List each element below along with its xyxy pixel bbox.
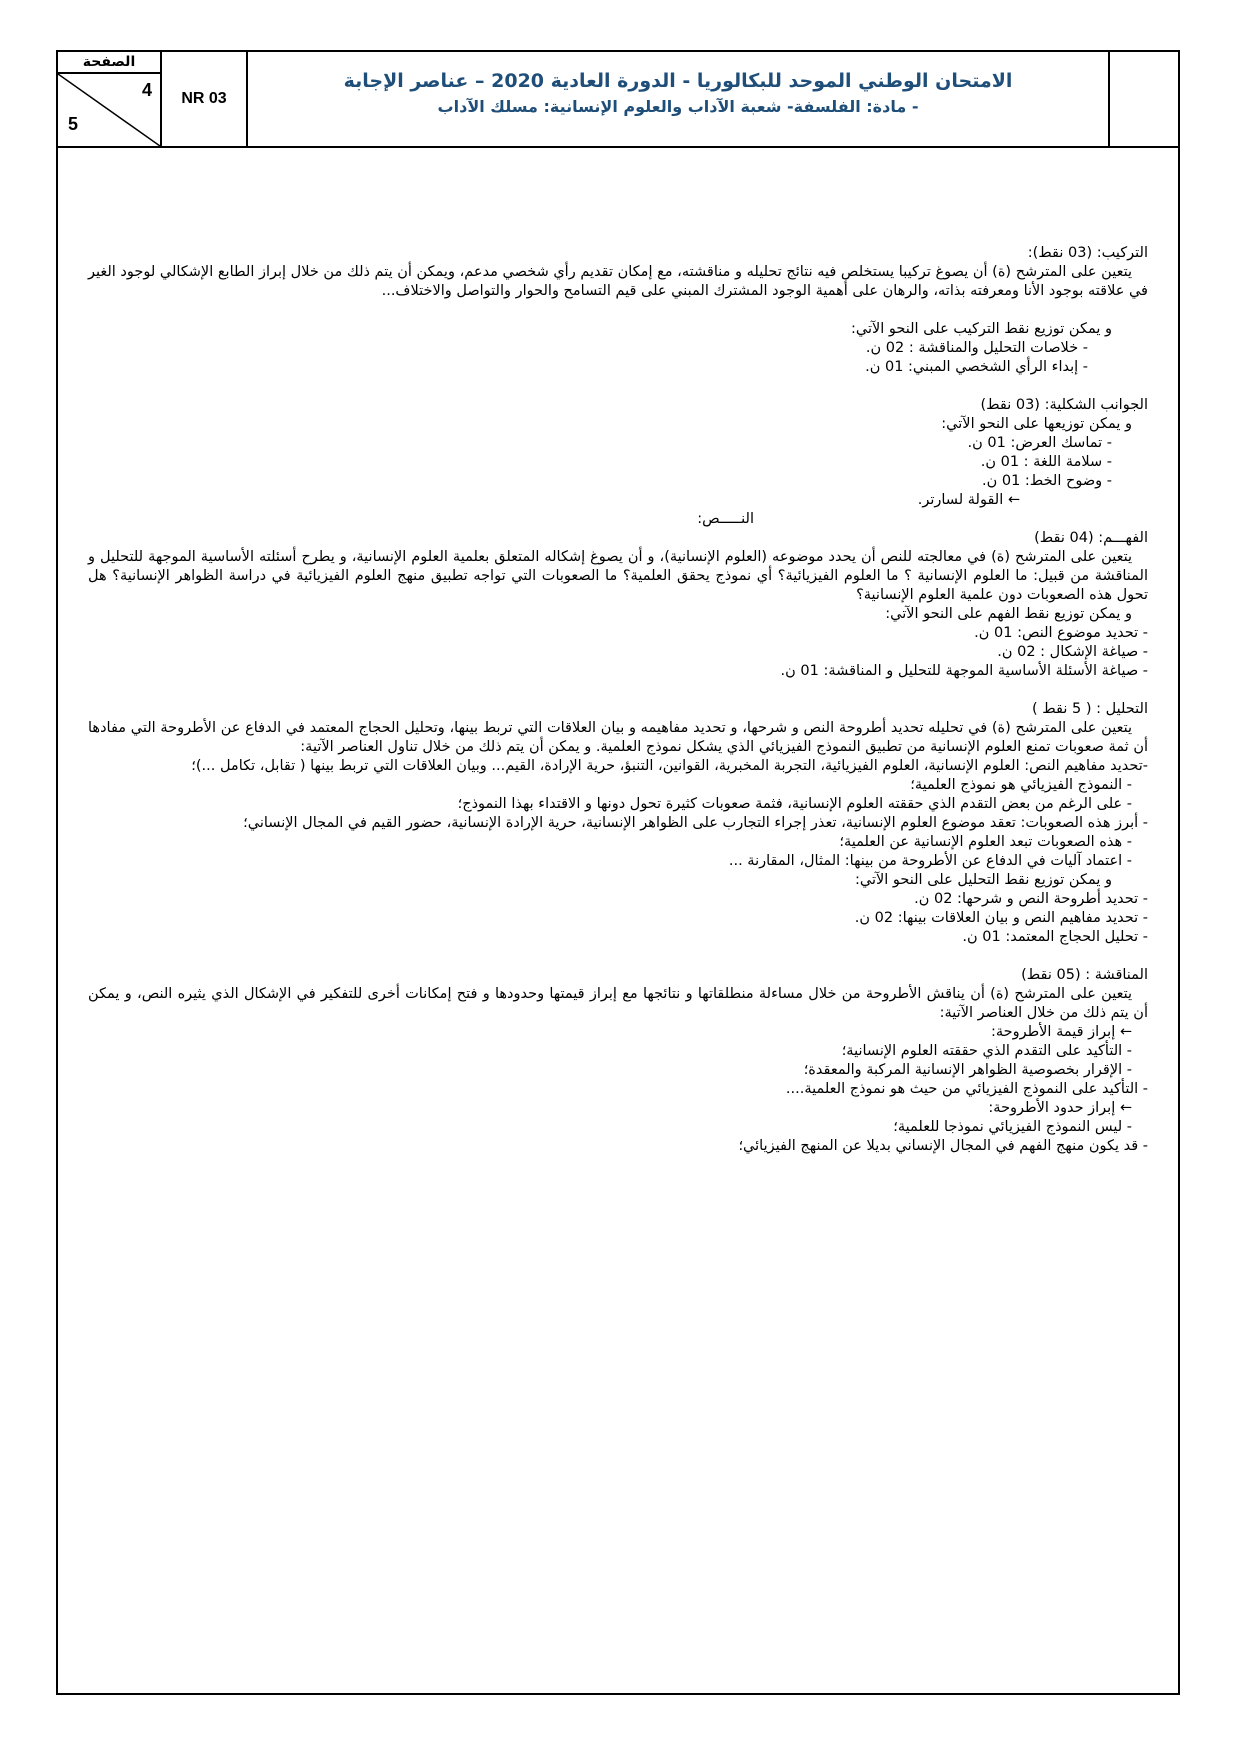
formal-section xyxy=(88,396,1148,529)
page-total: 5 xyxy=(68,114,79,134)
analysis-item: - تحليل الحجاج المعتمد: 01 ن. xyxy=(962,929,1148,945)
answer-elements xyxy=(88,244,1148,1156)
discussion-value-item: - الإقرار بخصوصية الظواهر الإنسانية المركبة والمعقدة؛ xyxy=(803,1062,1132,1078)
page-number: 4 xyxy=(141,80,152,100)
synthesis-heading: التركيب: (03 نقط): xyxy=(1027,245,1148,261)
text-heading: النـــــص: xyxy=(697,511,754,527)
analysis-item: - تحديد مفاهيم النص و بيان العلاقات بينها: 02 ن. xyxy=(854,910,1148,926)
synthesis-item: - خلاصات التحليل والمناقشة : 02 ن. xyxy=(865,340,1088,356)
understanding-item: - صياغة الأسئلة الأساسية الموجهة للتحليل و المناقشة: 01 ن. xyxy=(780,663,1148,679)
header-blank-cell xyxy=(1110,52,1178,146)
analysis-heading: التحليل : ( 5 نقط ) xyxy=(1032,701,1148,717)
discussion-value-item: - التأكيد على التقدم الذي حققته العلوم الإنسانية؛ xyxy=(841,1043,1132,1059)
discussion-section xyxy=(88,966,1148,1156)
analysis-concepts: -تحديد مفاهيم النص: العلوم الإنسانية، العلوم الفيزيائية، التجربة المخبرية، القوانين، التنبؤ، حرية الإرادة، القيم... وبيان العلاقات التي تربط بينها ( تقابل، تكامل ...)؛ xyxy=(191,758,1148,774)
quote-attribution: ← القولة لسارتر. xyxy=(917,492,1020,508)
page-number-box xyxy=(58,52,162,146)
formal-item: - سلامة اللغة : 01 ن. xyxy=(980,454,1112,470)
discussion-heading: المناقشة : (05 نقط) xyxy=(1021,967,1148,983)
analysis-distribution-intro: و يمكن توزيع نقط التحليل على النحو الآتي: xyxy=(855,872,1112,888)
synthesis-body: يتعين على المترشح (ة) أن يصوغ تركيبا يستخلص فيه نتائج تحليله و مناقشته، مع إمكان تقديم رأي شخصي مدعم، ويمكن أن يتم ذلك من خلال إبراز الطابع الإشكالي لوجود الغير في علاقته بوجود الأنا ومعرفته بذاته، والرهان على أهمية الوجود المشترك المبني على قيم التسامح والحوار والتواصل والاختلاف... xyxy=(88,264,1148,299)
analysis-section xyxy=(88,700,1148,947)
exam-page xyxy=(56,50,1180,1695)
analysis-body: يتعين على المترشح (ة) في تحليله تحديد أطروحة النص و شرحها، و تحديد مفاهيمه و بيان العلاقات التي تربط بينها، وتحليل الحجاج المعتمد في الدفاع عن الأطروحة التي مفادها أن ثمة صعوبات تمنع العلوم الإنسانية من تطبيق النموذج الفيزيائي الذي يشكل نموذج العلمية. و يمكن أن يتم ذلك من خلال تناول العناصر الآتية: xyxy=(88,720,1148,755)
discussion-limits-item: - ليس النموذج الفيزيائي نموذجا للعلمية؛ xyxy=(893,1119,1132,1135)
analysis-point: - أبرز هذه الصعوبات: تعقد موضوع العلوم الإنسانية، تعذر إجراء التجارب على الظواهر الإنسانية، حرية الإرادة الإنسانية، حضور القيم في المجال الإنساني؛ xyxy=(243,815,1148,831)
discussion-body: يتعين على المترشح (ة) أن يناقش الأطروحة من خلال مساءلة منطلقاتها و نتائجها مع إبراز قيمتها وحدودها و فتح إمكانات أخرى للتفكير في الإشكال الذي يثيره النص، و يمكن أن يتم ذلك من خلال العناصر الآتية: xyxy=(88,986,1148,1021)
understanding-item: - تحديد موضوع النص: 01 ن. xyxy=(974,625,1148,641)
synthesis-section xyxy=(88,244,1148,301)
synthesis-item: - إبداء الرأي الشخصي المبني: 01 ن. xyxy=(865,359,1088,375)
understanding-heading: الفهـــم: (04 نقط) xyxy=(1034,530,1148,546)
formal-item: - وضوح الخط: 01 ن. xyxy=(981,473,1112,489)
discussion-limits-heading: ← إبراز حدود الأطروحة: xyxy=(988,1100,1132,1116)
analysis-point: - النموذج الفيزيائي هو نموذج العلمية؛ xyxy=(910,777,1132,793)
formal-heading: الجوانب الشكلية: (03 نقط) xyxy=(980,397,1148,413)
exam-subtitle: - مادة: الفلسفة- شعبة الآداب والعلوم الإنسانية: مسلك الآداب xyxy=(437,97,919,116)
discussion-limits-item: - قد يكون منهج الفهم في المجال الإنساني بديلا عن المنهج الفيزيائي؛ xyxy=(738,1138,1148,1154)
understanding-distribution-intro: و يمكن توزيع نقط الفهم على النحو الآتي: xyxy=(885,606,1132,622)
exam-code: NR 03 xyxy=(162,52,248,146)
analysis-item: - تحديد أطروحة النص و شرحها: 02 ن. xyxy=(914,891,1148,907)
exam-title: الامتحان الوطني الموحد للبكالوريا - الدورة العادية 2020 – عناصر الإجابة xyxy=(343,70,1013,92)
discussion-value-heading: ← إبراز قيمة الأطروحة: xyxy=(991,1024,1132,1040)
formal-distribution-intro: و يمكن توزيعها على النحو الآتي: xyxy=(941,416,1132,432)
discussion-value-item: - التأكيد على النموذج الفيزيائي من حيث هو نموذج العلمية.... xyxy=(785,1081,1148,1097)
analysis-point: - هذه الصعوبات تبعد العلوم الإنسانية عن العلمية؛ xyxy=(839,834,1132,850)
analysis-point: - على الرغم من بعض التقدم الذي حققته العلوم الإنسانية، فثمة صعوبات كثيرة تحول دونها و الاقتداء بهذا النموذج؛ xyxy=(457,796,1132,812)
synthesis-distribution-intro: و يمكن توزيع نقط التركيب على النحو الآتي: xyxy=(851,321,1112,337)
synthesis-distribution xyxy=(88,320,1148,377)
exam-title-box xyxy=(248,52,1110,146)
analysis-point: - اعتماد آليات في الدفاع عن الأطروحة من بينها: المثال، المقارنة ... xyxy=(728,853,1132,869)
understanding-body: يتعين على المترشح (ة) في معالجته للنص أن يحدد موضوعه (العلوم الإنسانية)، و أن يصوغ إشكاله المتعلق بعلمية العلوم الإنسانية، و يطرح أسئلته الأساسية الموجهة للتحليل و المناقشة من قبيل: ما العلوم الإنسانية ؟ ما العلوم الفيزيائية؟ أي نموذج يحقق العلمية؟ ما الصعوبات التي تواجه تطبيق منهج العلوم الفيزيائية في دراسة الظواهر الإنسانية؟ هل تحول هذه الصعوبات دون علمية العلوم الإنسانية؟ xyxy=(88,549,1148,603)
page-header xyxy=(58,52,1178,148)
understanding-section xyxy=(88,529,1148,681)
page-label: الصفحة xyxy=(58,52,160,74)
formal-item: - تماسك العرض: 01 ن. xyxy=(967,435,1112,451)
understanding-item: - صياغة الإشكال : 02 ن. xyxy=(997,644,1148,660)
